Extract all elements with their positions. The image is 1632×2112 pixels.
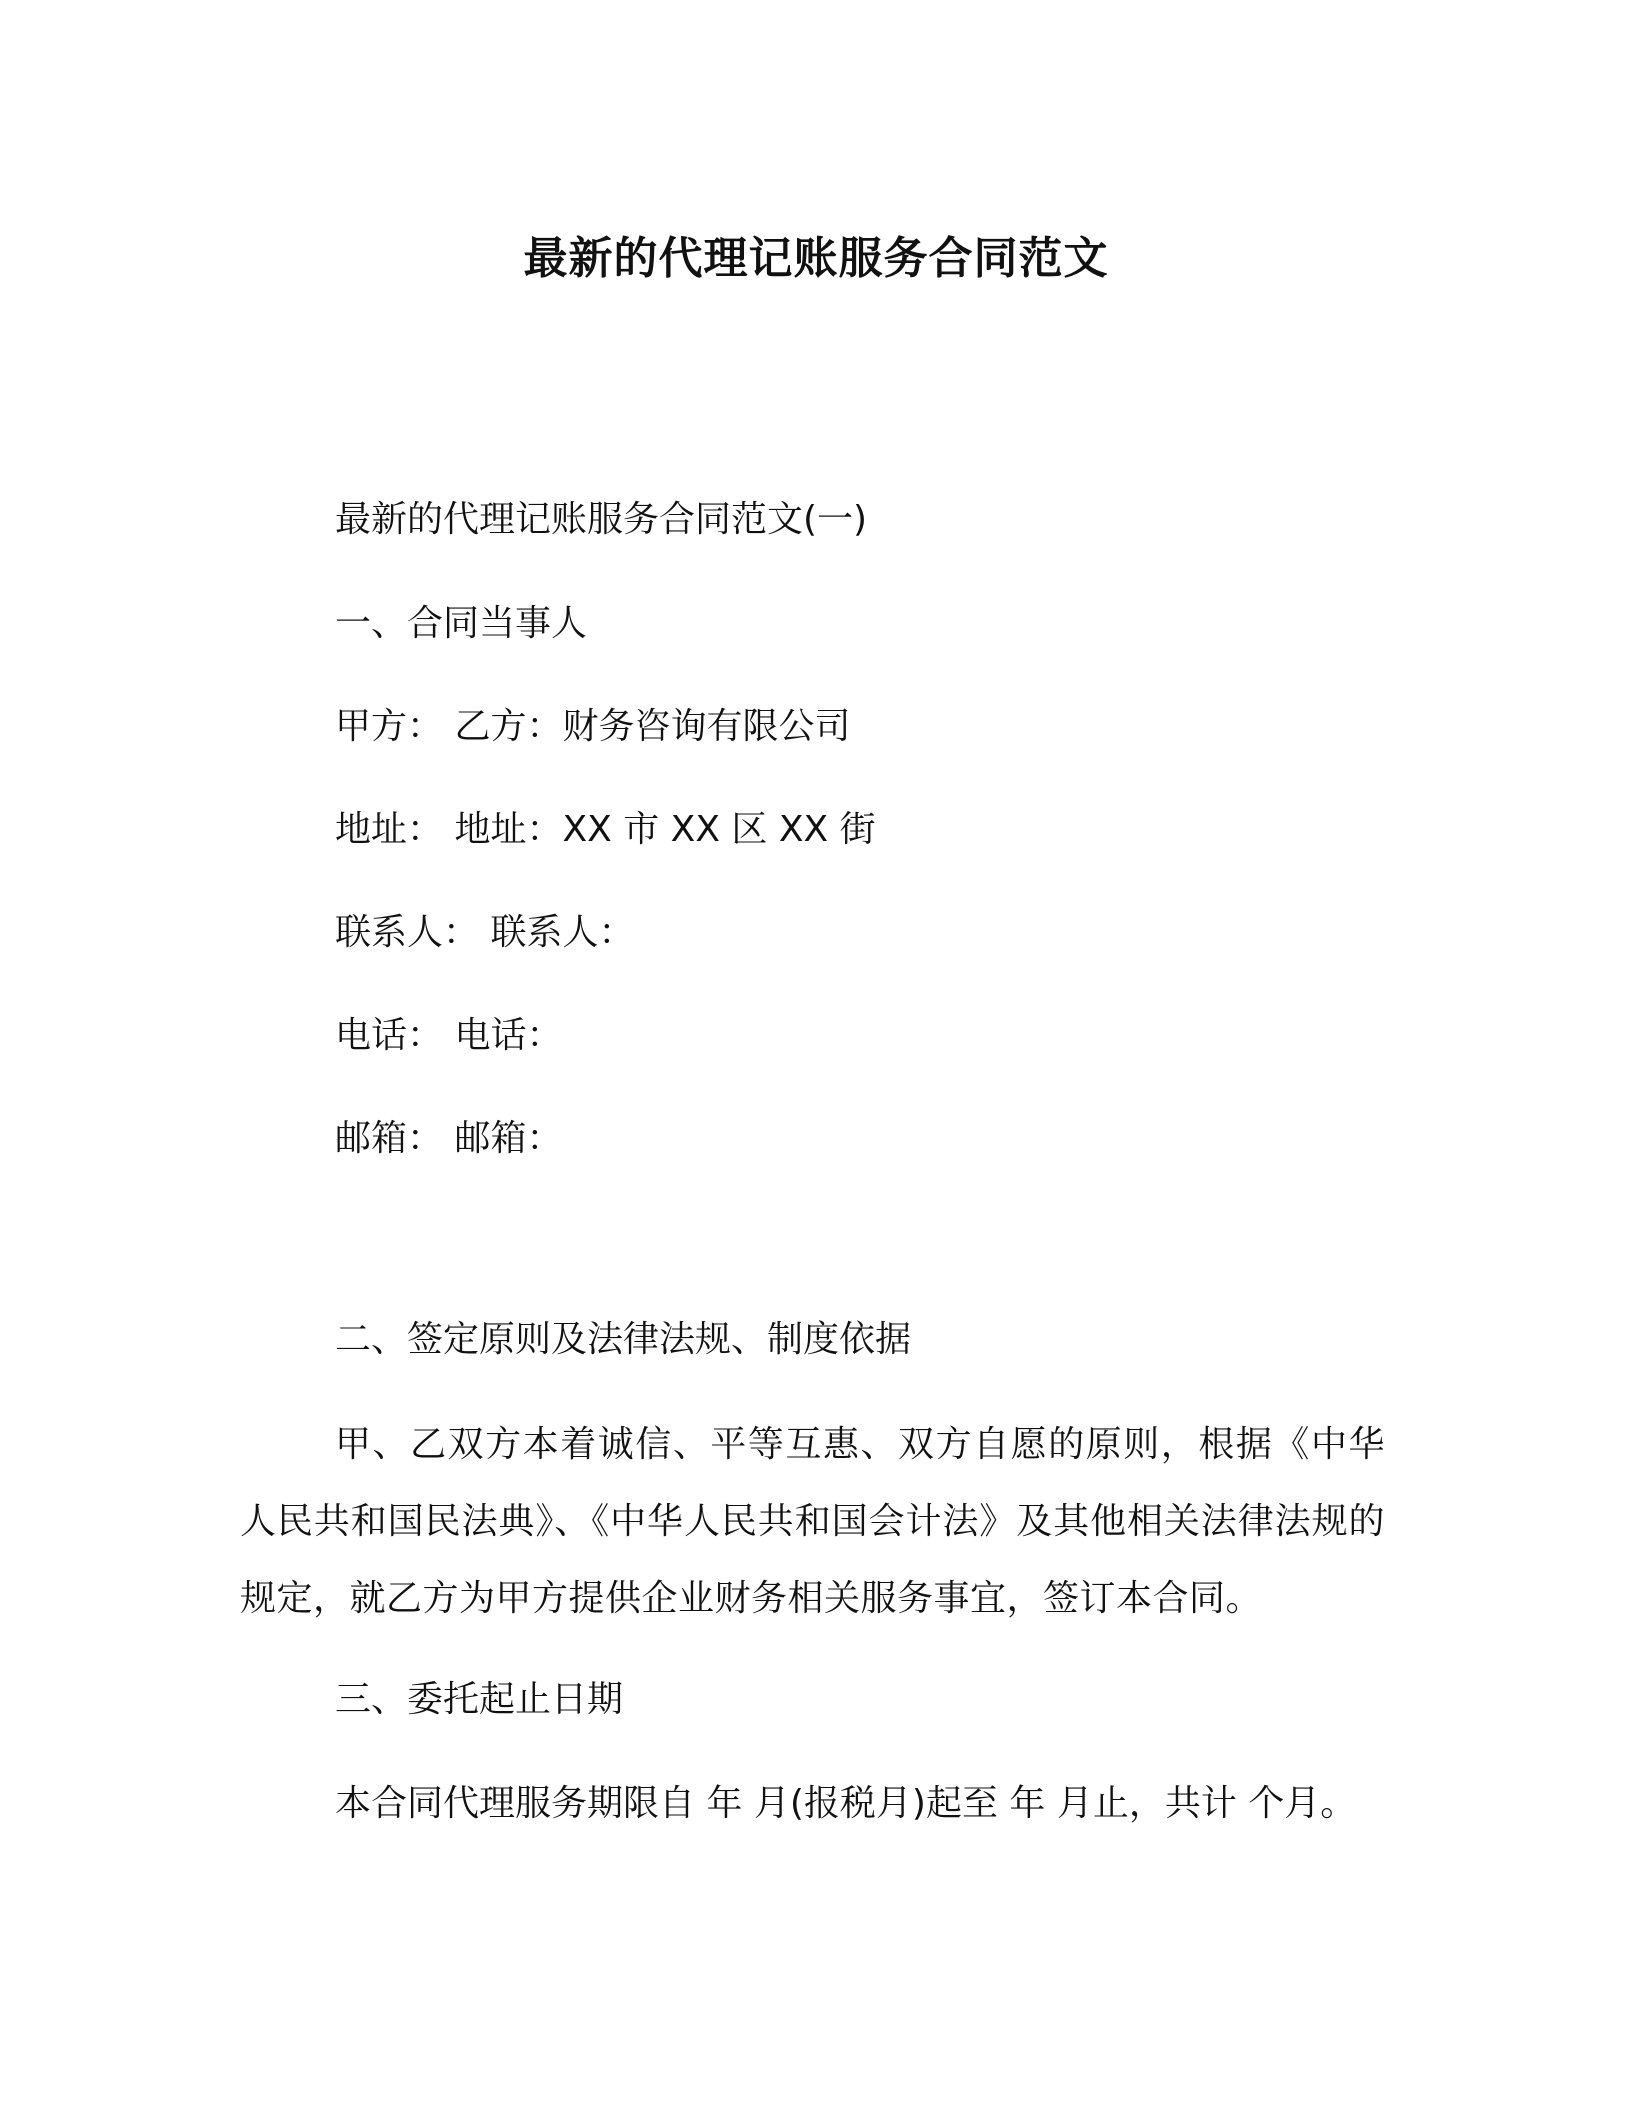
document-title: 最新的代理记账服务合同范文 — [523, 233, 1109, 284]
section-3-body: 本合同代理服务期限自 年 月(报税月)起至 年 月止，共计 个月。 — [335, 1783, 1357, 1824]
section-1-heading: 一、合同当事人 — [335, 603, 588, 644]
address-line: 地址： 地址：XX 市 XX 区 XX 街 — [335, 809, 876, 850]
email-line: 邮箱： 邮箱： — [335, 1118, 563, 1159]
contract-subtitle: 最新的代理记账服务合同范文(一) — [335, 499, 868, 540]
section-2-body: 甲、乙双方本着诚信、平等互惠、双方自愿的原则，根据《中华人民共和国民法典》、《中华人民共和国会计法》及其他相关法律法规的规定，就乙方为甲方提供企业财务相关服务事宜，签订本合同。 — [240, 1424, 1385, 1619]
contact-line: 联系人： 联系人： — [335, 912, 635, 953]
section-2-heading: 二、签定原则及法律法规、制度依据 — [335, 1319, 912, 1360]
phone-line: 电话： 电话： — [335, 1015, 563, 1056]
section-3-heading: 三、委托起止日期 — [335, 1679, 624, 1720]
party-line: 甲方： 乙方：财务咨询有限公司 — [335, 706, 851, 747]
